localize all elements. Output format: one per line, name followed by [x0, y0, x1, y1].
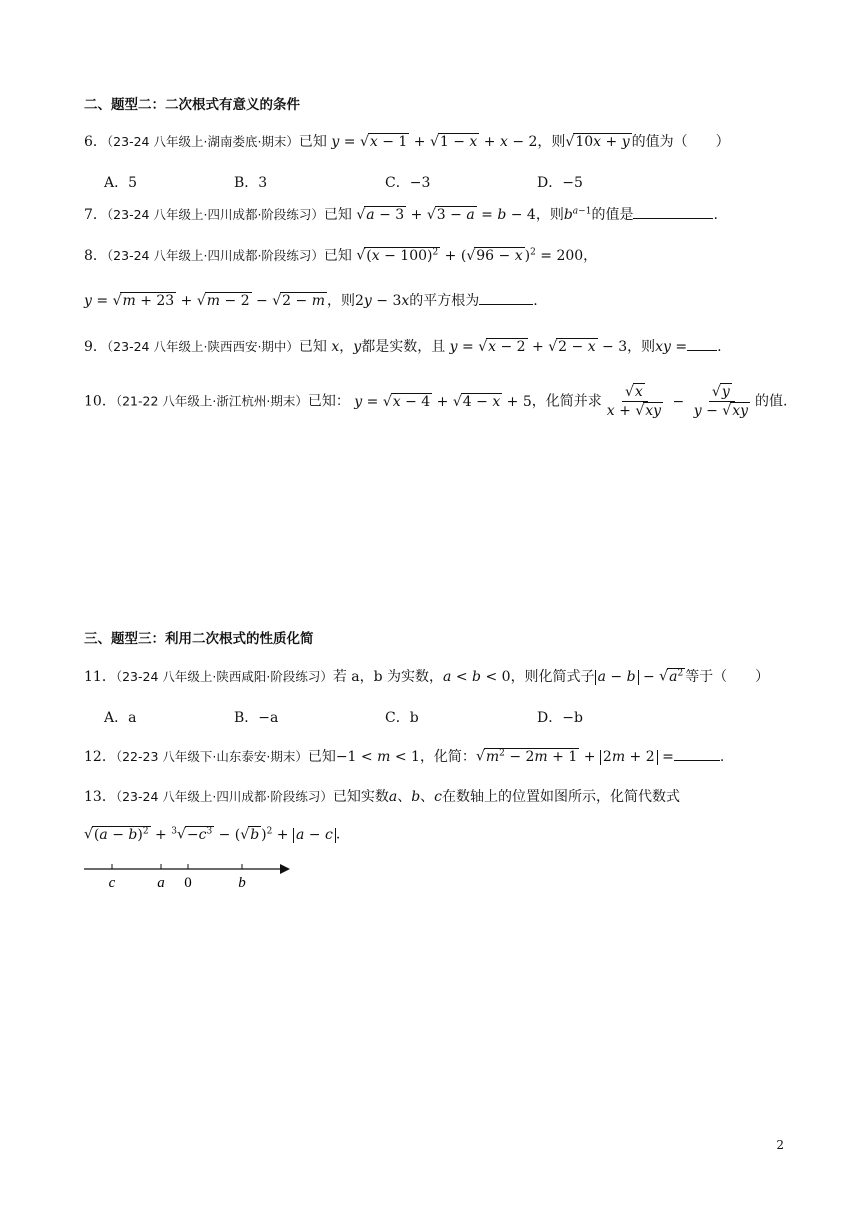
- q11-option-a: A．a: [104, 710, 137, 726]
- axis-label-a: a: [157, 875, 165, 891]
- q11-text-c: 等于（ ）: [685, 669, 770, 685]
- q8-text-c: 的平方根为: [409, 293, 480, 309]
- q9-text-b: ，: [339, 339, 354, 355]
- q8-end: .: [533, 293, 538, 309]
- q13-expression: $√(a - b)^2 + ^3√-c^3 - (√b$ )$^2$ + a − c: [84, 827, 336, 843]
- q6-option-b: B．3: [234, 175, 268, 191]
- q6-option-d: D．−5: [537, 175, 583, 191]
- q10-expression: $\frac{√x}{x + √xy}$ − $\frac{√y}{y - √xy}$: [606, 384, 748, 419]
- question-12: [84, 746, 724, 766]
- q9-text-d: ，则: [627, 339, 656, 355]
- q9-number: 9．: [84, 339, 107, 355]
- q11-condition: a < b < 0: [443, 669, 511, 685]
- q7-equation: √a − 3 + √3 − a = b − 4: [356, 207, 536, 223]
- question-7: [84, 204, 718, 224]
- question-6: [84, 131, 730, 151]
- q12-source: （22-23 八年级下·山东泰安·期末）: [115, 749, 308, 764]
- q11-text-a: 若 a，b 为实数，: [332, 669, 444, 685]
- q9-text-c: 都是实数，且: [361, 339, 446, 355]
- question-8-line-2: [84, 290, 538, 310]
- question-13-line-1: [84, 786, 680, 806]
- question-10: [84, 384, 787, 419]
- q8-eq-200: = 200，: [535, 248, 598, 264]
- q13-source: （23-24 八年级上·四川成都·阶段练习）: [115, 789, 333, 804]
- q9-answer-blank[interactable]: [687, 336, 717, 351]
- q12-expression: $√m^2 - 2m + 1 + 2m + 2$ =: [475, 748, 674, 765]
- q10-source: （21-22 八年级上·浙江杭州·期末）: [115, 393, 308, 409]
- q7-text-a: 已知: [323, 207, 352, 223]
- q6-expression: √10x + y: [565, 134, 630, 150]
- q9-expression: xy =: [655, 339, 688, 355]
- q9-end: .: [717, 339, 722, 355]
- q13-number: 13．: [84, 789, 116, 805]
- question-9: [84, 336, 722, 356]
- q8-answer-blank[interactable]: [479, 290, 533, 305]
- question-11: [84, 666, 769, 686]
- q12-answer-blank[interactable]: [674, 746, 720, 761]
- q12-text-b: ，化简：: [419, 749, 476, 765]
- q6-text-c: 的值为（ ）: [631, 134, 730, 150]
- q11-number: 11．: [84, 669, 116, 685]
- q8-text-b: ，则: [327, 293, 355, 309]
- q11-text-b: ，则化简式子: [510, 669, 595, 685]
- q13-text-a: 已知实数: [332, 789, 389, 805]
- q6-source: （23-24 八年级上·湖南娄底·期末）: [106, 134, 299, 149]
- q7-text-c: 的值是: [591, 207, 634, 223]
- q9-var-x: x: [331, 339, 340, 355]
- q11-option-b: B．−a: [234, 710, 279, 726]
- q6-text-b: ，则: [537, 134, 566, 150]
- q13-text-b: 在数轴上的位置如图所示，化简代数式: [442, 789, 680, 805]
- q9-source: （23-24 八年级上·陕西西安·期中）: [106, 339, 299, 354]
- q7-expression: $b^{a-1}$: [563, 206, 592, 223]
- q12-text-a: 已知: [307, 749, 336, 765]
- q8-expression: 2y − 3x: [355, 293, 410, 309]
- q8-source: （23-24 八年级上·四川成都·阶段练习）: [106, 248, 324, 263]
- axis-label-b: b: [238, 875, 246, 891]
- q6-option-a: A．5: [104, 175, 138, 191]
- q10-text-b: ，化简并求: [531, 393, 602, 410]
- q6-equation: y = √x − 1 + √1 − x + x − 2: [331, 134, 538, 150]
- q10-equation: y = √x − 4 + √4 − x + 5: [354, 393, 532, 410]
- q7-number: 7．: [84, 207, 107, 223]
- q8-equation-1: $√(x - 100)^2 + (√96 - x$ )$^2$: [356, 247, 536, 264]
- q8-equation-2: y = √m + 23 + √m − 2 − √2 − m: [84, 293, 325, 309]
- q13-sep-1: 、: [397, 789, 412, 805]
- section-2-title: 二、题型二：二次根式有意义的条件: [84, 97, 300, 113]
- q7-answer-blank[interactable]: [633, 204, 713, 219]
- q9-var-y: y: [353, 339, 362, 355]
- q10-text-a: 已知：: [307, 393, 350, 410]
- q9-text-a: 已知: [298, 339, 327, 355]
- q13-sep-2: 、: [420, 789, 435, 805]
- q6-number: 6．: [84, 134, 107, 150]
- section-3-title: 三、题型三：利用二次根式的性质化简: [84, 631, 314, 647]
- q13-var-a: a: [388, 789, 398, 805]
- q8-number: 8．: [84, 248, 107, 264]
- page-number: 2: [776, 1138, 784, 1152]
- q6-option-c: C．−3: [385, 175, 431, 191]
- q11-expression: $a - b - √a^2$: [595, 669, 686, 685]
- q13-var-b: b: [411, 789, 421, 805]
- q11-source: （23-24 八年级上·陕西咸阳·阶段练习）: [115, 669, 333, 684]
- axis-label-zero: 0: [184, 875, 192, 891]
- q10-text-c: 的值.: [755, 393, 788, 410]
- number-line-figure: [84, 860, 294, 894]
- q11-option-c: C．b: [385, 710, 419, 726]
- q13-end: .: [335, 826, 341, 843]
- q11-option-d: D．−b: [537, 710, 583, 726]
- q12-condition: −1 < m < 1: [335, 749, 420, 765]
- q7-end: .: [713, 207, 718, 223]
- number-line-arrow-icon: [280, 864, 290, 874]
- q12-end: .: [719, 749, 725, 765]
- q7-text-b: ，则: [535, 207, 564, 223]
- axis-label-c: c: [108, 875, 116, 891]
- q8-text-a: 已知: [323, 248, 352, 264]
- question-8-line-1: [84, 245, 597, 265]
- q13-var-c: c: [434, 789, 442, 805]
- q10-number: 10．: [84, 393, 116, 410]
- q9-equation: y = √x − 2 + √2 − x − 3: [449, 339, 628, 355]
- q6-text-a: 已知: [298, 134, 327, 150]
- q12-number: 12．: [84, 749, 116, 765]
- question-13-line-2: [84, 826, 340, 843]
- q7-source: （23-24 八年级上·四川成都·阶段练习）: [106, 207, 324, 222]
